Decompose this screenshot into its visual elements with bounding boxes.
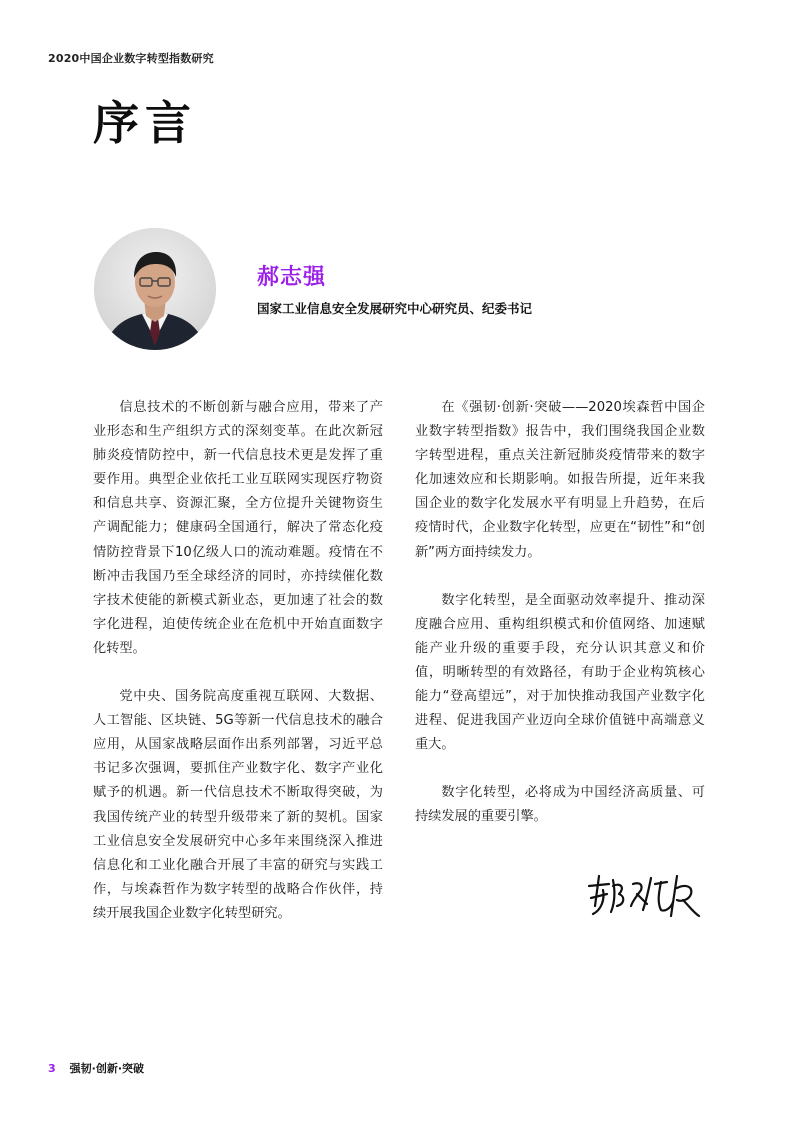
portrait-photo-icon — [94, 228, 216, 350]
signature-icon — [585, 866, 703, 922]
page-footer — [48, 1060, 144, 1076]
running-header: 2020中国企业数字转型指数研究 — [48, 52, 214, 65]
signature — [585, 866, 703, 922]
page-number: 3 — [48, 1062, 56, 1075]
page-title: 序言 — [93, 96, 197, 150]
author-portrait — [94, 228, 216, 350]
paragraph: 数字化转型，必将成为中国经济高质量、可持续发展的重要引擎。 — [415, 785, 705, 825]
paragraph: 信息技术的不断创新与融合应用，带来了产业形态和生产组织方式的深刻变革。在此次新冠肺炎疫情防控中，新一代信息技术更是发挥了重要作用。典型企业依托工业互联网实现医疗物资和信息共享、资源汇聚，全方位提升关键物资生产调配能力；健康码全国通行，解决了常态化疫情防控背景下10亿级人口的流动难题。疫情在不断冲击我国乃至全球经济的同时，亦持续催化数字技术使能的新模式新业态，更加速了社会的数字化进程，迫使传统企业在危机中开始直面数字化转型。 — [93, 400, 383, 656]
paragraph: 数字化转型，是全面驱动效率提升、推动深度融合应用、重构组织模式和价值网络、加速赋能产业升级的重要手段，充分认识其意义和价值，明晰转型的有效路径，有助于企业构筑核心能力“登高望远”，对于加快推动我国产业数字化进程、促进我国产业迈向全球价值链中高端意义重大。 — [415, 592, 705, 753]
left-text-column — [93, 396, 383, 950]
author-name: 郝志强 — [257, 265, 327, 290]
right-text-column — [415, 396, 705, 854]
author-position: 国家工业信息安全发展研究中心研究员、纪委书记 — [257, 301, 533, 316]
paragraph: 党中央、国务院高度重视互联网、大数据、人工智能、区块链、5G等新一代信息技术的融合应用，从国家战略层面作出系列部署，习近平总书记多次强调，要抓住产业数字化、数字产业化赋予的机遇。新一代信息技术不断取得突破，为我国传统产业的转型升级带来了新的契机。国家工业信息安全发展研究中心多年来围绕深入推进信息化和工业化融合开展了丰富的研究与实践工作，与埃森哲作为数字转型的战略合作伙伴，持续开展我国企业数字化转型研究。 — [93, 689, 383, 921]
footer-tagline: 强韧·创新·突破 — [69, 1062, 145, 1075]
paragraph: 在《强韧·创新·突破——2020埃森哲中国企业数字转型指数》报告中，我们围绕我国企业数字转型进程，重点关注新冠肺炎疫情带来的数字化加速效应和长期影响。如报告所提，近年来我国企业的数字化发展水平有明显上升趋势，在后疫情时代，企业数字化转型，应更在“韧性”和“创新”两方面持续发力。 — [415, 400, 705, 560]
